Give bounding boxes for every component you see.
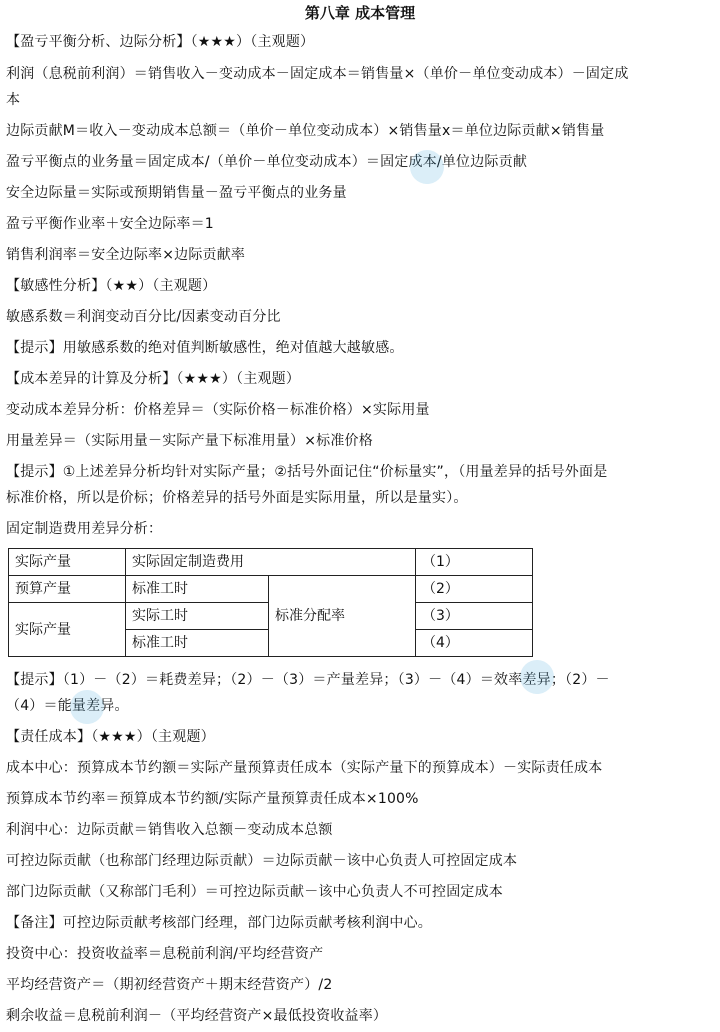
tip-variance-1: 【提示】①上述差异分析均针对实际产量；②括号外面记住“价标量实”，（用量差异的括号外面是 — [6, 464, 608, 480]
table-cell: （1） — [416, 549, 533, 576]
formula-controllable-margin: 可控边际贡献（也称部门经理边际贡献）＝边际贡献－该中心负责人可控固定成本 — [6, 853, 518, 869]
table-cell: 标准工时 — [126, 630, 269, 657]
formula-profit: 利润（息税前利润）＝销售收入－变动成本－固定成本＝销售量×（单价－单位变动成本）－固定成 — [6, 66, 629, 82]
tip-overhead-2: （4）＝能量差异。 — [6, 698, 129, 714]
note-margin-evaluation: 【备注】可控边际贡献考核部门经理，部门边际贡献考核利润中心。 — [6, 915, 432, 931]
table-cell: 预算产量 — [9, 576, 126, 603]
formula-operating-rate: 盈亏平衡作业率＋安全边际率＝1 — [6, 216, 214, 232]
formula-residual-income: 剩余收益＝息税前利润－（平均经营资产×最低投资收益率） — [6, 1008, 388, 1024]
section-heading-responsibility-cost: 【责任成本】（★★★）（主观题） — [6, 729, 215, 745]
table-cell: 实际产量 — [9, 549, 126, 576]
formula-saving-rate: 预算成本节约率＝预算成本节约额/实际产量预算责任成本×100% — [6, 791, 419, 807]
section-heading-cost-variance: 【成本差异的计算及分析】（★★★）（主观题） — [6, 371, 301, 387]
table-cell: （3） — [416, 603, 533, 630]
formula-profit-center: 利润中心：边际贡献＝销售收入总额－变动成本总额 — [6, 822, 333, 838]
section-heading-breakeven: 【盈亏平衡分析、边际分析】（★★★）（主观题） — [6, 34, 315, 50]
formula-quantity-variance: 用量差异＝（实际用量－实际产量下标准用量）×标准价格 — [6, 433, 373, 449]
tip-variance-2: 标准价格，所以是价标；价格差异的括号外面是实际用量，所以是量实）。 — [6, 490, 468, 506]
table-row — [9, 549, 533, 576]
chapter-title: 第八章 成本管理 — [304, 4, 416, 22]
formula-cost-center: 成本中心：预算成本节约额＝实际产量预算责任成本（实际产量下的预算成本）－实际责任成本 — [6, 760, 603, 776]
table-cell: 实际工时 — [126, 603, 269, 630]
table-row — [9, 576, 533, 603]
tip-overhead-1: 【提示】（1）－（2）＝耗费差异；（2）－（3）＝产量差异；（3）－（4）＝效率差异；（2）－ — [6, 672, 610, 688]
table-cell: 实际产量 — [9, 603, 126, 657]
section-heading-sensitivity: 【敏感性分析】（★★）（主观题） — [6, 278, 217, 294]
formula-price-variance: 变动成本差异分析：价格差异＝（实际价格－标准价格）×实际用量 — [6, 402, 430, 418]
formula-safety-margin: 安全边际量＝实际或预期销售量－盈亏平衡点的业务量 — [6, 185, 347, 201]
formula-contribution-margin: 边际贡献M＝收入－变动成本总额＝（单价－单位变动成本）×销售量x＝单位边际贡献×销售量 — [6, 123, 605, 139]
formula-average-assets: 平均经营资产＝（期初经营资产＋期末经营资产）/2 — [6, 977, 333, 993]
formula-investment-center: 投资中心：投资收益率＝息税前利润/平均经营资产 — [6, 946, 324, 962]
formula-department-margin: 部门边际贡献（又称部门毛利）＝可控边际贡献－该中心负责人不可控固定成本 — [6, 884, 503, 900]
formula-sensitivity-coefficient: 敏感系数＝利润变动百分比/因素变动百分比 — [6, 309, 281, 325]
formula-profit-cont: 本 — [6, 92, 21, 108]
fixed-overhead-table — [8, 548, 533, 657]
table-cell: 实际固定制造费用 — [126, 549, 416, 576]
fixed-overhead-label: 固定制造费用差异分析： — [6, 521, 163, 537]
table-cell: （2） — [416, 576, 533, 603]
formula-sales-profit-rate: 销售利润率＝安全边际率×边际贡献率 — [6, 247, 246, 263]
table-cell: （4） — [416, 630, 533, 657]
table-cell: 标准工时 — [126, 576, 269, 603]
table-cell: 标准分配率 — [269, 576, 416, 657]
tip-sensitivity: 【提示】用敏感系数的绝对值判断敏感性，绝对值越大越敏感。 — [6, 340, 404, 356]
formula-breakeven-volume: 盈亏平衡点的业务量＝固定成本/（单价－单位变动成本）＝固定成本/单位边际贡献 — [6, 154, 528, 170]
